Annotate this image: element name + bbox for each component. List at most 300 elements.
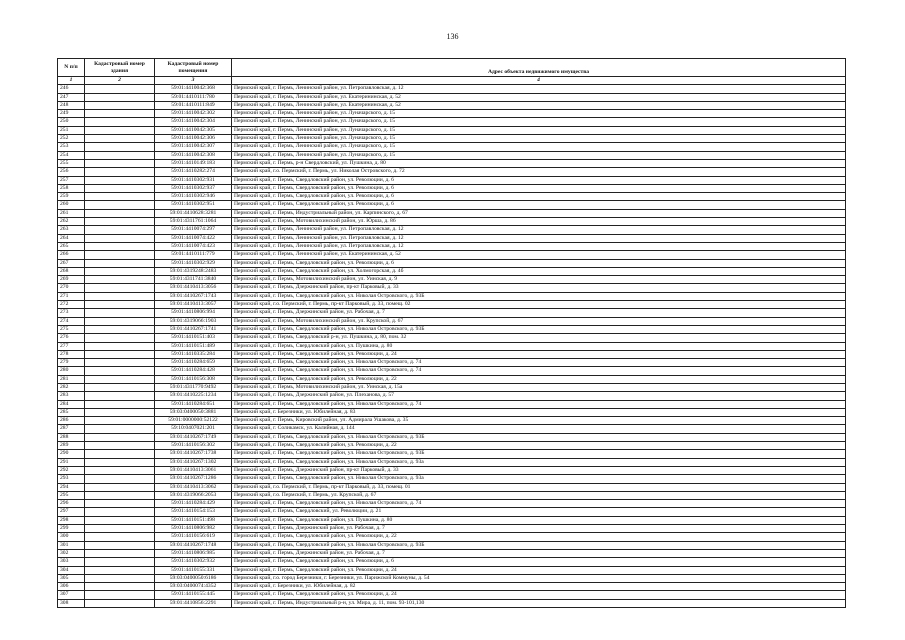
table-row [58,267,846,275]
cell-address: Пермский край, г. Пермь, Свердловский район, ул. Революции, д. 22 [232,375,846,383]
cell-address: Пермский край, г. Пермь, Свердловский район, ул. Пушкина, д. 80 [232,516,846,524]
cell-building-cadastral [85,267,155,275]
cell-address: Пермский край, г. Пермь, Мотовилихинский район, ул. Уинская, д. 15а [232,383,846,391]
cell-building-cadastral [85,491,155,499]
cell-premises-cadastral: 59:01:4410267:1302 [155,458,232,466]
cell-address: Пермский край, г. Пермь, Свердловский район, ул. Николая Островского, д. 93Б [232,541,846,549]
cell-number: 274 [58,317,85,325]
cell-building-cadastral [85,558,155,566]
cell-building-cadastral [85,442,155,450]
cell-number: 305 [58,574,85,582]
table-row [58,85,846,93]
cell-premises-cadastral: 59:01:4410302:932 [155,558,232,566]
cell-number: 278 [58,350,85,358]
cell-building-cadastral [85,400,155,408]
cell-premises-cadastral: 59:01:4410155:331 [155,566,232,574]
cell-premises-cadastral: 59:01:4410156:302 [155,442,232,450]
cell-number: 260 [58,201,85,209]
cell-number: 301 [58,541,85,549]
cell-premises-cadastral: 59:01:4410284:429 [155,500,232,508]
cell-address: Пермский край, г. Березники, ул. Юбилейная, д. 82 [232,583,846,591]
cell-building-cadastral [85,201,155,209]
cell-address: Пермский край, г. Пермь, Свердловский район, ул. Революции, д. 6 [232,201,846,209]
cell-address: Пермский край, г. Пермь, Свердловский район, ул. Революции, д. 22 [232,533,846,541]
cell-number: 248 [58,101,85,109]
cell-number: 269 [58,276,85,284]
cell-building-cadastral [85,209,155,217]
table-row [58,383,846,391]
cell-building-cadastral [85,350,155,358]
table-row [58,184,846,192]
cell-address: Пермский край, г. Пермь, Свердловский район, ул. Революции, д. 6 [232,193,846,201]
cell-building-cadastral [85,251,155,259]
cell-premises-cadastral: 59:01:4410151:489 [155,342,232,350]
cell-address: Пермский край, г. Пермь, Свердловский район, ул. Николая Островского, д. 93а [232,475,846,483]
cell-premises-cadastral: 59:01:4410284:651 [155,400,232,408]
table-row [58,516,846,524]
cell-premises-cadastral: 59:01:4410302:951 [155,201,232,209]
cell-address: Пермский край, г. Пермь, р-н Свердловский, ул. Пушкина, д. 80 [232,159,846,167]
cell-premises-cadastral: 59:01:4410225:1234 [155,392,232,400]
cell-building-cadastral [85,234,155,242]
cell-building-cadastral [85,193,155,201]
cell-premises-cadastral: 59:01:4410806:982 [155,525,232,533]
cell-number: 280 [58,367,85,375]
cell-number: 303 [58,558,85,566]
cell-premises-cadastral: 59:01:4410302:929 [155,259,232,267]
cell-building-cadastral [85,101,155,109]
cell-number: 263 [58,226,85,234]
cell-premises-cadastral: 59:01:4410042:307 [155,143,232,151]
table-row [58,209,846,217]
table-row [58,466,846,474]
table-header [58,59,846,85]
cell-number: 288 [58,433,85,441]
cell-number: 297 [58,508,85,516]
cell-premises-cadastral: 59:01:4410111:779 [155,251,232,259]
cell-address: Пермский край, г. Пермь, Дзержинский район, ул. Рабочая, д. 7 [232,309,846,317]
cell-number: 264 [58,234,85,242]
cell-building-cadastral [85,417,155,425]
cell-building-cadastral [85,408,155,416]
table-row [58,226,846,234]
cell-premises-cadastral: 59:01:4410284:428 [155,367,232,375]
cell-number: 276 [58,334,85,342]
table-row [58,367,846,375]
cell-premises-cadastral: 59:01:4410042:304 [155,118,232,126]
cell-premises-cadastral: 59:01:4410111:849 [155,101,232,109]
table-row [58,491,846,499]
table-row [58,408,846,416]
table-row [58,159,846,167]
cell-building-cadastral [85,242,155,250]
table-row [58,309,846,317]
table-row [58,508,846,516]
cell-address: Пермский край, г. Пермь, Дзержинский район, пр-кт Парковый, д. 33 [232,466,846,474]
table-row [58,541,846,549]
column-number-1: 1 [58,77,85,85]
table-row [58,135,846,143]
cell-premises-cadastral: 59:03:0400074:4352 [155,583,232,591]
cell-premises-cadastral: 59:01:4410284:659 [155,359,232,367]
table-row [58,143,846,151]
cell-premises-cadastral: 59:01:4410302:937 [155,184,232,192]
cell-address: Пермский край, г. Пермь, Индустриальный район, ул. Карпинского, д. 67 [232,209,846,217]
table-row [58,458,846,466]
cell-address: Пермский край, г. Пермь, Свердловский район, ул. Николая Островского, д. 93Б [232,325,846,333]
cell-premises-cadastral: 59:01:4410149:183 [155,159,232,167]
cell-number: 295 [58,491,85,499]
header-premises-cadastral: Кадастровый номер помещения [155,59,232,77]
cell-number: 286 [58,417,85,425]
table-row [58,218,846,226]
table-row [58,450,846,458]
cell-building-cadastral [85,458,155,466]
cell-building-cadastral [85,591,155,599]
cell-building-cadastral [85,276,155,284]
table-row [58,558,846,566]
cell-number: 282 [58,383,85,391]
cell-number: 267 [58,259,85,267]
cell-address: Пермский край, г. Пермь, Свердловский район, ул. Николая Островского, д. 74 [232,367,846,375]
table-row [58,126,846,134]
cell-building-cadastral [85,159,155,167]
cell-number: 293 [58,475,85,483]
cell-address: Пермский край, г. Пермь, Ленинский район, ул. Петропавловская, д. 12 [232,242,846,250]
cell-building-cadastral [85,367,155,375]
table-row [58,583,846,591]
cell-address: Пермский край, г. Пермь, Свердловский район, ул. Николая Островского, д. 93а [232,458,846,466]
table-row [58,118,846,126]
cell-premises-cadastral: 59:01:4410413:3056 [155,284,232,292]
table-row [58,442,846,450]
cell-address: Пермский край, г. Пермь, Свердловский район, ул. Николая Островского, д. 74 [232,500,846,508]
cell-premises-cadastral: 59:01:4410267:1738 [155,450,232,458]
cell-number: 287 [58,425,85,433]
cell-building-cadastral [85,359,155,367]
cell-premises-cadastral: 59:01:4410856:2291 [155,599,232,607]
cell-address: Пермский край, г. Пермь, Свердловский район, ул. Революции, д. 6 [232,184,846,192]
cell-number: 252 [58,135,85,143]
cell-building-cadastral [85,516,155,524]
table-row [58,433,846,441]
property-table [57,58,846,608]
cell-premises-cadastral: 59:01:4410806:985 [155,549,232,557]
table-row [58,483,846,491]
table-row [58,168,846,176]
cell-premises-cadastral: 59:01:4410302:946 [155,193,232,201]
table-row [58,242,846,250]
cell-address: Пермский край, г. Пермь, Дзержинский район, пр-кт Парковый, д. 33 [232,284,846,292]
cell-building-cadastral [85,425,155,433]
table-row [58,201,846,209]
cell-number: 268 [58,267,85,275]
cell-number: 308 [58,599,85,607]
cell-number: 259 [58,193,85,201]
cell-address: Пермский край, г. Пермь, Индустриальный р-н, ул. Мира, д. 11, пом. 93-101,130 [232,599,846,607]
cell-premises-cadastral: 59:01:4410074:423 [155,242,232,250]
cell-premises-cadastral: 59:01:4410806:994 [155,309,232,317]
table-row [58,292,846,300]
cell-premises-cadastral: 59:01:4410042:306 [155,135,232,143]
cell-premises-cadastral: 59:03:0400050:6186 [155,574,232,582]
cell-number: 246 [58,85,85,93]
cell-number: 290 [58,450,85,458]
column-number-2: 2 [85,77,155,85]
cell-address: Пермский край, г. Пермь, Дзержинский район, ул. Рабочая, д. 7 [232,525,846,533]
cell-number: 261 [58,209,85,217]
table-row [58,350,846,358]
cell-premises-cadastral: 59:01:4410156:308 [155,375,232,383]
cell-number: 273 [58,309,85,317]
table-row [58,110,846,118]
cell-building-cadastral [85,118,155,126]
cell-number: 257 [58,176,85,184]
cell-number: 271 [58,292,85,300]
cell-address: Пермский край, г. Пермь, Мотовилихинский район, ул. Уинская, д. 9 [232,276,846,284]
cell-number: 265 [58,242,85,250]
cell-building-cadastral [85,85,155,93]
cell-premises-cadastral: 59:01:4410156:619 [155,533,232,541]
cell-address: Пермский край, г. Пермь, Свердловский район, ул. Революции, д. 6 [232,259,846,267]
cell-address: Пермский край, г. Пермь, Ленинский район, ул. Луначарского, д. 15 [232,151,846,159]
cell-address: Пермский край, г. Пермь, Свердловский район, ул. Николая Островского, д. 74 [232,400,846,408]
cell-address: Пермский край, г. Пермь, Свердловский район, ул. Революции, д. 24 [232,566,846,574]
table-row [58,251,846,259]
cell-premises-cadastral: 59:03:0400050:3881 [155,408,232,416]
cell-building-cadastral [85,566,155,574]
cell-address: Пермский край, г.о. Пермский, г. Пермь, пр-кт Парковый, д. 33, помещ. 02 [232,301,846,309]
cell-number: 302 [58,549,85,557]
cell-building-cadastral [85,574,155,582]
cell-premises-cadastral: 59:01:4410074:297 [155,226,232,234]
cell-premises-cadastral: 59:01:4410282:274 [155,168,232,176]
table-row [58,475,846,483]
cell-premises-cadastral: 59:01:4410267:1743 [155,292,232,300]
cell-number: 254 [58,151,85,159]
table-row [58,574,846,582]
cell-building-cadastral [85,541,155,549]
cell-number: 266 [58,251,85,259]
cell-number: 251 [58,126,85,134]
cell-building-cadastral [85,466,155,474]
cell-building-cadastral [85,184,155,192]
table-row [58,334,846,342]
cell-premises-cadastral: 59:01:4410267:1748 [155,541,232,549]
cell-premises-cadastral: 59:01:4410074:422 [155,234,232,242]
cell-building-cadastral [85,143,155,151]
cell-number: 285 [58,408,85,416]
cell-premises-cadastral: 59:01:4319066:1903 [155,317,232,325]
cell-number: 253 [58,143,85,151]
cell-premises-cadastral: 59:01:4410042:302 [155,110,232,118]
column-number-4: 4 [232,77,846,85]
column-number-3: 3 [155,77,232,85]
cell-building-cadastral [85,176,155,184]
table-body [58,85,846,608]
table-row [58,342,846,350]
cell-number: 249 [58,110,85,118]
table-row [58,101,846,109]
cell-number: 294 [58,483,85,491]
cell-building-cadastral [85,583,155,591]
cell-building-cadastral [85,342,155,350]
cell-address: Пермский край, г. Пермь, Кировский район, ул. Адмирала Ушакова, д. 35 [232,417,846,425]
cell-premises-cadastral: 59:01:4319066:2053 [155,491,232,499]
cell-building-cadastral [85,317,155,325]
table-row [58,500,846,508]
cell-address: Пермский край, г. Пермь, Мотовилихинский район, ул. Юрша, д. 86 [232,218,846,226]
table-row [58,533,846,541]
cell-premises-cadastral: 59:01:4410042:368 [155,85,232,93]
cell-building-cadastral [85,226,155,234]
cell-number: 250 [58,118,85,126]
cell-building-cadastral [85,433,155,441]
table-row [58,591,846,599]
cell-number: 291 [58,458,85,466]
cell-premises-cadastral: 59:01:4410111:780 [155,93,232,101]
cell-premises-cadastral: 59:01:4311741:3840 [155,276,232,284]
table-row [58,276,846,284]
cell-number: 262 [58,218,85,226]
table-row [58,193,846,201]
cell-premises-cadastral: 59:01:4410267:1741 [155,325,232,333]
cell-address: Пермский край, г. Пермь, Свердловский район, ул. Революции, д. 22 [232,442,846,450]
header-building-cadastral: Кадастровый номер здания [85,59,155,77]
cell-building-cadastral [85,383,155,391]
table-row [58,425,846,433]
cell-address: Пермский край, г. Пермь, Ленинский район, ул. Петропавловская, д. 12 [232,85,846,93]
table-row [58,317,846,325]
cell-premises-cadastral: 59:01:4410628:3281 [155,209,232,217]
cell-number: 284 [58,400,85,408]
cell-premises-cadastral: 59:01:4410302:931 [155,176,232,184]
cell-building-cadastral [85,259,155,267]
cell-address: Пермский край, г. Пермь, Свердловский район, ул. Пушкина, д. 80 [232,342,846,350]
cell-address: Пермский край, г. Пермь, Ленинский район, ул. Екатерининская, д. 52 [232,93,846,101]
cell-premises-cadastral: 59:01:4410151:403 [155,334,232,342]
cell-address: Пермский край, г. Пермь, Ленинский район, ул. Петропавловская, д. 12 [232,226,846,234]
cell-address: Пермский край, г. Пермь, Ленинский район, ул. Луначарского, д. 15 [232,118,846,126]
cell-address: Пермский край, г. Пермь, Свердловский район, ул. Николая Островского, д. 74 [232,359,846,367]
cell-building-cadastral [85,126,155,134]
table-row [58,284,846,292]
cell-building-cadastral [85,309,155,317]
cell-building-cadastral [85,151,155,159]
cell-address: Пермский край, г. Пермь, Дзержинский район, ул. Рабочая, д. 7 [232,549,846,557]
cell-building-cadastral [85,508,155,516]
table-row [58,525,846,533]
cell-premises-cadastral: 59:01:4410267:1286 [155,475,232,483]
cell-address: Пермский край, г. Пермь, Свердловский, ул. Революции, д. 21 [232,508,846,516]
cell-address: Пермский край, г. Пермь, Ленинский район, ул. Екатерининская, д. 52 [232,251,846,259]
cell-number: 281 [58,375,85,383]
cell-premises-cadastral: 59:01:4410042:308 [155,151,232,159]
cell-address: Пермский край, г. Пермь, Мотовилихинский район, ул. Крупской, д. 67 [232,317,846,325]
cell-building-cadastral [85,135,155,143]
cell-address: Пермский край, г. Пермь, Свердловский район, ул. Революции, д. 24 [232,591,846,599]
cell-number: 255 [58,159,85,167]
cell-number: 292 [58,466,85,474]
cell-address: Пермский край, г. Пермь, Дзержинский район, ул. Плеханова, д. 57 [232,392,846,400]
cell-premises-cadastral: 59:01:4319248:2483 [155,267,232,275]
cell-address: Пермский край, г. Пермь, Свердловский район, ул. Революции, д. 6 [232,558,846,566]
table-row [58,301,846,309]
table-row [58,151,846,159]
cell-address: Пермский край, г. Пермь, Ленинский район, ул. Луначарского, д. 15 [232,110,846,118]
cell-address: Пермский край, г. Пермь, Свердловский район, ул. Холмогорская, д. 4б [232,267,846,275]
table-row [58,359,846,367]
cell-building-cadastral [85,450,155,458]
cell-address: Пермский край, г.о. Пермский, г. Пермь, ул. Крупской, д. 67 [232,491,846,499]
cell-number: 247 [58,93,85,101]
cell-premises-cadastral: 59:01:4410155:445 [155,591,232,599]
cell-number: 277 [58,342,85,350]
cell-building-cadastral [85,168,155,176]
cell-address: Пермский край, г. Пермь, Свердловский район, ул. Николая Островского, д. 93Б [232,292,846,300]
cell-premises-cadastral: 59:01:4410413:3061 [155,466,232,474]
cell-address: Пермский край, г. Пермь, Свердловский район, ул. Революции, д. 24 [232,350,846,358]
table-row [58,325,846,333]
cell-address: Пермский край, г. Пермь, Ленинский район, ул. Петропавловская, д. 12 [232,234,846,242]
cell-number: 299 [58,525,85,533]
table-row [58,93,846,101]
property-table-container [57,58,845,608]
cell-number: 275 [58,325,85,333]
cell-number: 306 [58,583,85,591]
table-row [58,234,846,242]
cell-building-cadastral [85,218,155,226]
cell-address: Пермский край, г. Пермь, Ленинский район, ул. Луначарского, д. 15 [232,135,846,143]
cell-building-cadastral [85,483,155,491]
cell-building-cadastral [85,334,155,342]
cell-building-cadastral [85,93,155,101]
cell-number: 307 [58,591,85,599]
cell-number: 272 [58,301,85,309]
cell-address: Пермский край, г. Пермь, Ленинский район, ул. Луначарского, д. 15 [232,143,846,151]
table-row [58,392,846,400]
cell-premises-cadastral: 59:01:4410042:305 [155,126,232,134]
table-row [58,259,846,267]
cell-premises-cadastral: 59:01:4410267:1749 [155,433,232,441]
cell-premises-cadastral: 59:10:0407021:201 [155,425,232,433]
table-row [58,549,846,557]
page-number: 136 [446,32,459,41]
cell-number: 289 [58,442,85,450]
cell-number: 270 [58,284,85,292]
cell-building-cadastral [85,110,155,118]
cell-building-cadastral [85,525,155,533]
table-row [58,417,846,425]
cell-address: Пермский край, г. Пермь, Свердловский район, ул. Николая Островского, д. 93Б [232,450,846,458]
cell-number: 283 [58,392,85,400]
cell-address: Пермский край, г.о. Пермский, г. Пермь, пр-кт Парковый, д. 33, помещ. 01 [232,483,846,491]
cell-premises-cadastral: 59:01:4311770:9492 [155,383,232,391]
cell-building-cadastral [85,375,155,383]
cell-building-cadastral [85,292,155,300]
table-row [58,599,846,607]
cell-address: Пермский край, г. Пермь, Свердловский р-н, ул. Пушкина, д. 80, пом. 32 [232,334,846,342]
cell-address: Пермский край, г. Пермь, Ленинский район, ул. Екатерининская, д. 52 [232,101,846,109]
cell-premises-cadastral: 59:01:4410335:284 [155,350,232,358]
table-row [58,375,846,383]
cell-building-cadastral [85,500,155,508]
header-number: N п/п [58,59,85,77]
cell-number: 279 [58,359,85,367]
cell-building-cadastral [85,599,155,607]
cell-premises-cadastral: 59:01:4311761:1064 [155,218,232,226]
cell-number: 296 [58,500,85,508]
